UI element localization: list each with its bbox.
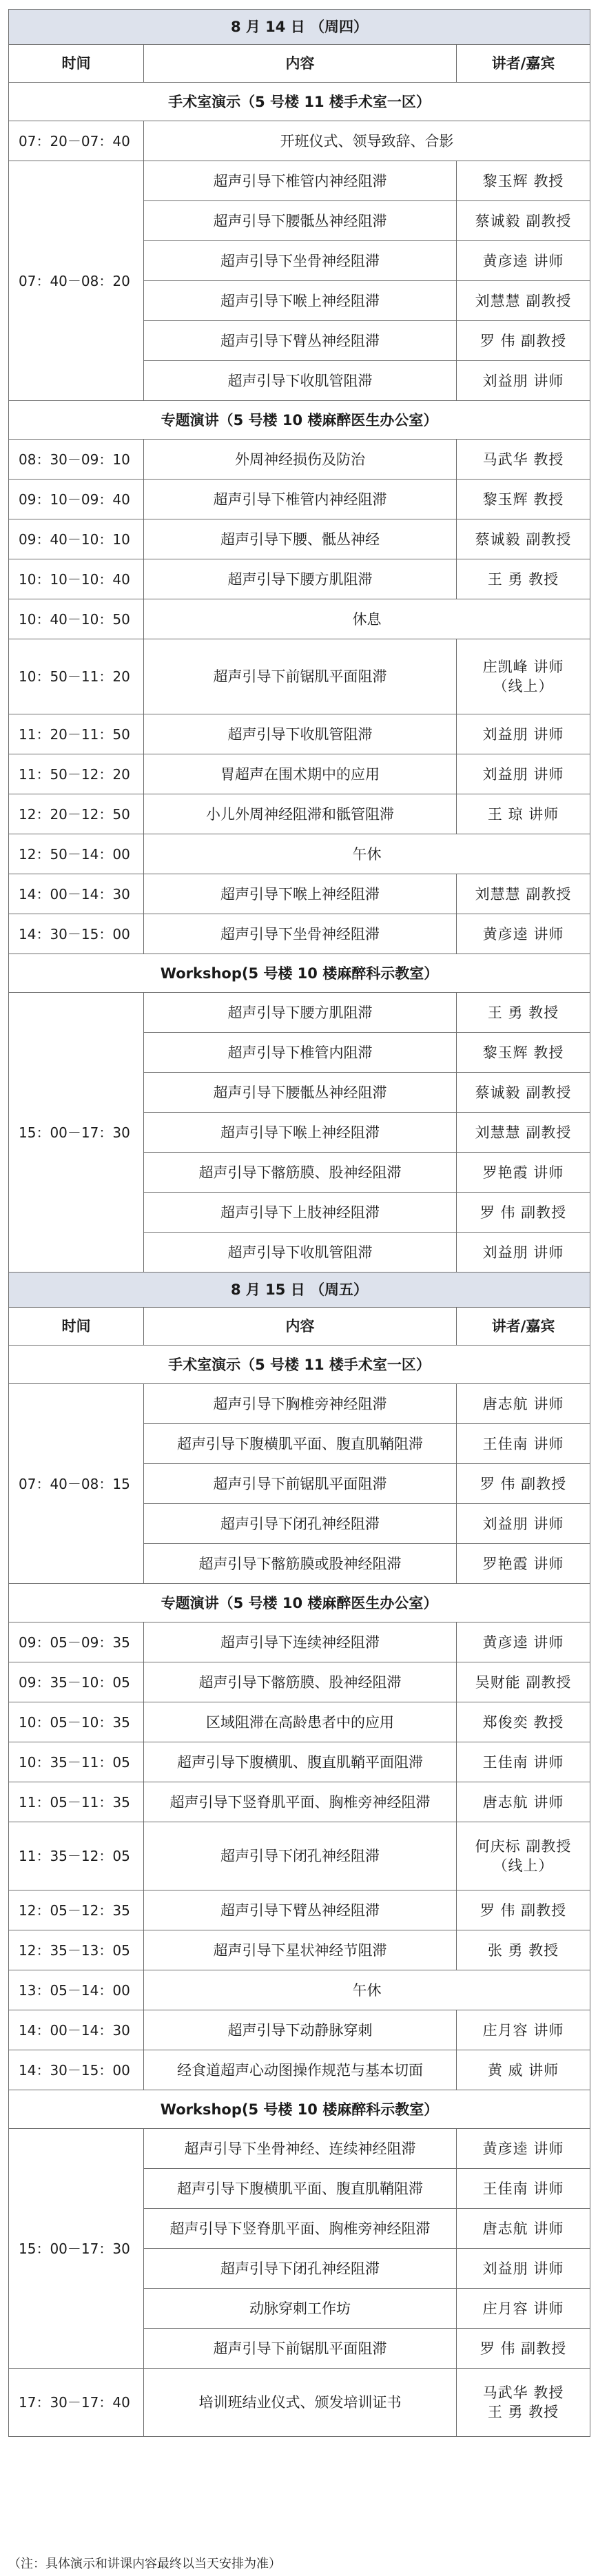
session-time: 08：30－09：10 xyxy=(9,440,144,480)
session-time: 10：05－10：35 xyxy=(9,1702,144,1742)
break-row xyxy=(9,599,590,639)
session-row xyxy=(9,2369,590,2437)
session-topic: 超声引导下腹横肌平面、腹直肌鞘阻滞 xyxy=(144,2169,457,2209)
session-speaker: 黎玉辉 教授 xyxy=(457,1033,590,1073)
session-row xyxy=(9,914,590,954)
session-topic: 胃超声在围术期中的应用 xyxy=(144,754,457,794)
header-time: 时间 xyxy=(9,1308,144,1346)
speaker-name: 庄凯峰 讲师 xyxy=(482,659,564,675)
session-row xyxy=(9,121,590,161)
session-topic: 超声引导下腰骶丛神经阻滞 xyxy=(144,201,457,241)
session-topic: 超声引导下喉上神经阻滞 xyxy=(144,874,457,914)
session-speaker: 王佳南 讲师 xyxy=(457,2169,590,2209)
column-header-row xyxy=(9,1308,590,1346)
session-time: 07：40－08：15 xyxy=(9,1384,144,1584)
day-title: 8 月 14 日 （周四） xyxy=(9,10,590,45)
session-speaker: 刘慧慧 副教授 xyxy=(457,281,590,321)
session-speaker: 蔡诚毅 副教授 xyxy=(457,519,590,559)
header-content: 内容 xyxy=(144,1308,457,1346)
session-speaker: 刘益朋 讲师 xyxy=(457,754,590,794)
session-row xyxy=(9,1782,590,1822)
section-row xyxy=(9,1346,590,1384)
session-row xyxy=(9,440,590,480)
session-speaker: 罗 伟 副教授 xyxy=(457,1464,590,1504)
session-topic: 超声引导下竖脊肌平面、胸椎旁神经阻滞 xyxy=(144,1782,457,1822)
session-time: 10：40－10：50 xyxy=(9,599,144,639)
session-row xyxy=(9,639,590,714)
header-content: 内容 xyxy=(144,45,457,83)
session-topic: 超声引导下收肌管阻滞 xyxy=(144,714,457,754)
session-speaker: 王佳南 讲师 xyxy=(457,1742,590,1782)
session-topic: 超声引导下椎管内神经阻滞 xyxy=(144,480,457,519)
session-topic: 超声引导下喉上神经阻滞 xyxy=(144,1113,457,1153)
session-time: 11：35－12：05 xyxy=(9,1822,144,1890)
session-row xyxy=(9,480,590,519)
session-speaker xyxy=(457,1822,590,1890)
session-speaker: 庄月容 讲师 xyxy=(457,2010,590,2050)
session-speaker: 王 勇 教授 xyxy=(457,993,590,1033)
session-row xyxy=(9,714,590,754)
session-topic: 开班仪式、领导致辞、合影 xyxy=(144,121,590,161)
session-row xyxy=(9,874,590,914)
section-row xyxy=(9,954,590,993)
session-speaker: 黄彦逵 讲师 xyxy=(457,241,590,281)
session-speaker: 王 琼 讲师 xyxy=(457,794,590,834)
break-row xyxy=(9,1970,590,2010)
section-row xyxy=(9,2090,590,2129)
session-row xyxy=(9,1890,590,1930)
session-topic: 超声引导下坐骨神经阻滞 xyxy=(144,914,457,954)
session-time: 12：05－12：35 xyxy=(9,1890,144,1930)
session-time: 12：20－12：50 xyxy=(9,794,144,834)
session-topic: 超声引导下闭孔神经阻滞 xyxy=(144,1504,457,1544)
session-time: 09：05－09：35 xyxy=(9,1622,144,1662)
session-topic: 超声引导下腰方肌阻滞 xyxy=(144,559,457,599)
session-speaker xyxy=(457,2369,590,2437)
session-speaker: 张 勇 教授 xyxy=(457,1930,590,1970)
session-time: 07：20－07：40 xyxy=(9,121,144,161)
session-row xyxy=(9,993,590,1033)
session-topic: 超声引导下闭孔神经阻滞 xyxy=(144,2249,457,2289)
session-topic: 超声引导下前锯肌平面阻滞 xyxy=(144,2329,457,2369)
day-title: 8 月 15 日 （周五） xyxy=(9,1272,590,1308)
header-time: 时间 xyxy=(9,45,144,83)
session-topic: 超声引导下星状神经节阻滞 xyxy=(144,1930,457,1970)
session-time: 11：20－11：50 xyxy=(9,714,144,754)
session-time: 13：05－14：00 xyxy=(9,1970,144,2010)
session-row xyxy=(9,2050,590,2090)
session-topic: 经食道超声心动图操作规范与基本切面 xyxy=(144,2050,457,2090)
session-speaker: 吴财能 副教授 xyxy=(457,1662,590,1702)
session-row xyxy=(9,2010,590,2050)
column-header-row xyxy=(9,45,590,83)
speaker-name: 何庆标 副教授 xyxy=(475,1838,572,1855)
session-topic: 超声引导下上肢神经阻滞 xyxy=(144,1193,457,1233)
session-time: 10：35－11：05 xyxy=(9,1742,144,1782)
header-speaker: 讲者/嘉宾 xyxy=(457,45,590,83)
session-speaker: 黎玉辉 教授 xyxy=(457,161,590,201)
session-speaker: 刘益朋 讲师 xyxy=(457,1233,590,1272)
session-row xyxy=(9,1822,590,1890)
session-speaker: 蔡诚毅 副教授 xyxy=(457,1073,590,1113)
session-topic: 超声引导下胸椎旁神经阻滞 xyxy=(144,1384,457,1424)
session-topic: 超声引导下髂筋膜、股神经阻滞 xyxy=(144,1153,457,1193)
session-row xyxy=(9,1384,590,1424)
session-time: 15：00－17：30 xyxy=(9,993,144,1272)
session-row xyxy=(9,1622,590,1662)
session-speaker: 马武华 教授 xyxy=(457,440,590,480)
session-time: 14：30－15：00 xyxy=(9,914,144,954)
session-topic: 超声引导下连续神经阻滞 xyxy=(144,1622,457,1662)
session-topic: 超声引导下臂丛神经阻滞 xyxy=(144,1890,457,1930)
break-label: 午休 xyxy=(144,834,590,874)
session-time: 09：10－09：40 xyxy=(9,480,144,519)
day-header-row xyxy=(9,1272,590,1308)
session-time: 10：10－10：40 xyxy=(9,559,144,599)
session-speaker: 郑俊奕 教授 xyxy=(457,1702,590,1742)
session-time: 12：50－14：00 xyxy=(9,834,144,874)
session-speaker: 庄月容 讲师 xyxy=(457,2289,590,2329)
session-topic: 区域阻滞在高龄患者中的应用 xyxy=(144,1702,457,1742)
session-speaker: 黄 威 讲师 xyxy=(457,2050,590,2090)
session-speaker: 王 勇 教授 xyxy=(457,559,590,599)
session-topic: 超声引导下闭孔神经阻滞 xyxy=(144,1822,457,1890)
session-topic: 超声引导下椎管内阻滞 xyxy=(144,1033,457,1073)
speaker-name-2: 王 勇 教授 xyxy=(487,2404,559,2420)
session-row xyxy=(9,161,590,201)
day-header-row xyxy=(9,10,590,45)
session-time: 15：00－17：30 xyxy=(9,2129,144,2369)
session-row xyxy=(9,1930,590,1970)
break-row xyxy=(9,834,590,874)
session-time: 14：00－14：30 xyxy=(9,2010,144,2050)
section-title: Workshop(5 号楼 10 楼麻醉科示教室） xyxy=(9,2090,590,2129)
session-topic: 超声引导下髂筋膜、股神经阻滞 xyxy=(144,1662,457,1702)
section-row xyxy=(9,1584,590,1622)
session-time: 11：05－11：35 xyxy=(9,1782,144,1822)
session-speaker: 黄彦逵 讲师 xyxy=(457,914,590,954)
schedule-document xyxy=(8,9,590,2437)
session-time: 07：40－08：20 xyxy=(9,161,144,401)
footnote: （注：具体演示和讲课内容最终以当天安排为准） xyxy=(8,2557,281,2571)
section-title: 手术室演示（5 号楼 11 楼手术室一区） xyxy=(9,1346,590,1384)
session-time: 10：50－11：20 xyxy=(9,639,144,714)
session-topic: 超声引导下腰、骶丛神经 xyxy=(144,519,457,559)
session-row xyxy=(9,2129,590,2169)
session-speaker: 王佳南 讲师 xyxy=(457,1424,590,1464)
session-row xyxy=(9,1742,590,1782)
session-topic: 培训班结业仪式、颁发培训证书 xyxy=(144,2369,457,2437)
session-topic: 超声引导下臂丛神经阻滞 xyxy=(144,321,457,361)
session-speaker: 蔡诚毅 副教授 xyxy=(457,201,590,241)
session-speaker: 黄彦逵 讲师 xyxy=(457,1622,590,1662)
session-speaker: 罗艳霞 讲师 xyxy=(457,1153,590,1193)
speaker-note: （线上） xyxy=(493,1857,554,1874)
session-topic: 超声引导下收肌管阻滞 xyxy=(144,1233,457,1272)
session-speaker: 刘益朋 讲师 xyxy=(457,361,590,401)
session-topic: 超声引导下收肌管阻滞 xyxy=(144,361,457,401)
session-speaker: 唐志航 讲师 xyxy=(457,2209,590,2249)
session-speaker: 唐志航 讲师 xyxy=(457,1384,590,1424)
session-topic: 超声引导下椎管内神经阻滞 xyxy=(144,161,457,201)
session-speaker: 罗 伟 副教授 xyxy=(457,1193,590,1233)
session-speaker: 刘益朋 讲师 xyxy=(457,1504,590,1544)
session-row xyxy=(9,1662,590,1702)
section-row xyxy=(9,401,590,440)
session-speaker: 罗 伟 副教授 xyxy=(457,321,590,361)
session-speaker: 刘慧慧 副教授 xyxy=(457,1113,590,1153)
session-topic: 超声引导下腰骶丛神经阻滞 xyxy=(144,1073,457,1113)
session-time: 12：35－13：05 xyxy=(9,1930,144,1970)
session-time: 14：30－15：00 xyxy=(9,2050,144,2090)
speaker-name: 马武华 教授 xyxy=(482,2384,564,2401)
session-topic: 超声引导下竖脊肌平面、胸椎旁神经阻滞 xyxy=(144,2209,457,2249)
session-time: 09：40－10：10 xyxy=(9,519,144,559)
session-speaker: 黎玉辉 教授 xyxy=(457,480,590,519)
section-title: 手术室演示（5 号楼 11 楼手术室一区） xyxy=(9,83,590,121)
session-speaker xyxy=(457,639,590,714)
session-row xyxy=(9,559,590,599)
session-topic: 小儿外周神经阻滞和骶管阻滞 xyxy=(144,794,457,834)
session-topic: 超声引导下腹横肌、腹直肌鞘平面阻滞 xyxy=(144,1742,457,1782)
session-speaker: 罗 伟 副教授 xyxy=(457,1890,590,1930)
session-speaker: 刘益朋 讲师 xyxy=(457,2249,590,2289)
speaker-note: （线上） xyxy=(493,678,554,694)
section-title: 专题演讲（5 号楼 10 楼麻醉医生办公室） xyxy=(9,401,590,440)
session-topic: 超声引导下髂筋膜或股神经阻滞 xyxy=(144,1544,457,1584)
break-label: 休息 xyxy=(144,599,590,639)
schedule-table xyxy=(8,9,590,2437)
session-topic: 超声引导下腰方肌阻滞 xyxy=(144,993,457,1033)
session-topic: 超声引导下坐骨神经、连续神经阻滞 xyxy=(144,2129,457,2169)
session-topic: 超声引导下坐骨神经阻滞 xyxy=(144,241,457,281)
session-topic: 超声引导下腹横肌平面、腹直肌鞘阻滞 xyxy=(144,1424,457,1464)
session-time: 14：00－14：30 xyxy=(9,874,144,914)
session-topic: 动脉穿刺工作坊 xyxy=(144,2289,457,2329)
session-row xyxy=(9,1702,590,1742)
section-title: Workshop(5 号楼 10 楼麻醉科示教室） xyxy=(9,954,590,993)
break-label: 午休 xyxy=(144,1970,590,2010)
session-topic: 超声引导下前锯肌平面阻滞 xyxy=(144,1464,457,1504)
session-topic: 外周神经损伤及防治 xyxy=(144,440,457,480)
session-time: 09：35－10：05 xyxy=(9,1662,144,1702)
section-row xyxy=(9,83,590,121)
section-title: 专题演讲（5 号楼 10 楼麻醉医生办公室） xyxy=(9,1584,590,1622)
session-topic: 超声引导下喉上神经阻滞 xyxy=(144,281,457,321)
header-speaker: 讲者/嘉宾 xyxy=(457,1308,590,1346)
session-speaker: 罗 伟 副教授 xyxy=(457,2329,590,2369)
session-speaker: 罗艳霞 讲师 xyxy=(457,1544,590,1584)
session-speaker: 唐志航 讲师 xyxy=(457,1782,590,1822)
session-speaker: 刘益朋 讲师 xyxy=(457,714,590,754)
session-row xyxy=(9,794,590,834)
session-row xyxy=(9,754,590,794)
session-topic: 超声引导下动静脉穿刺 xyxy=(144,2010,457,2050)
session-time: 17：30－17：40 xyxy=(9,2369,144,2437)
session-time: 11：50－12：20 xyxy=(9,754,144,794)
session-row xyxy=(9,519,590,559)
session-speaker: 黄彦逵 讲师 xyxy=(457,2129,590,2169)
session-topic: 超声引导下前锯肌平面阻滞 xyxy=(144,639,457,714)
session-speaker: 刘慧慧 副教授 xyxy=(457,874,590,914)
